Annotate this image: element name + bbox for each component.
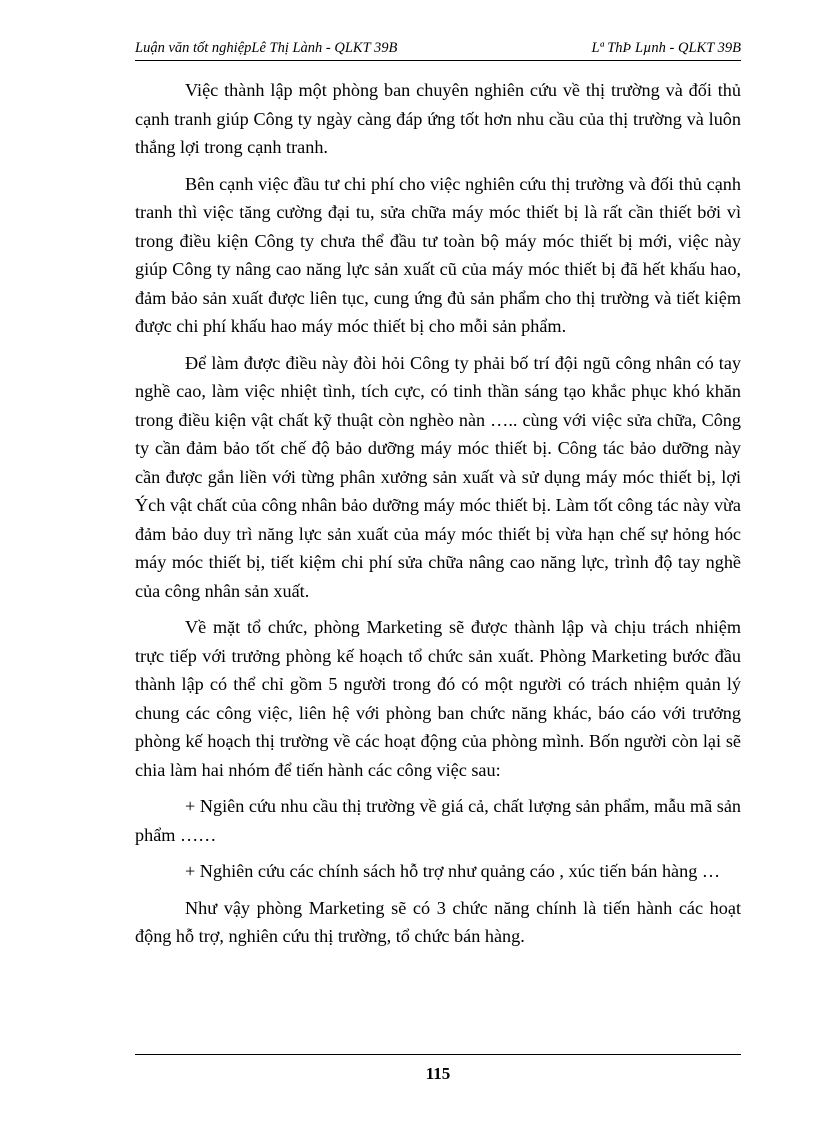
header-left-text: Luận văn tốt nghiệpLê Thị Lành - QLKT 39B: [135, 40, 398, 56]
page-header: [135, 38, 741, 61]
document-body: [135, 76, 741, 959]
footer-divider: [135, 1054, 741, 1055]
paragraph: Để làm được điều này đòi hỏi Công ty phải bố trí đội ngũ công nhân có tay nghề cao, làm việc nhiệt tình, tích cực, có tinh thần sáng tạo khắc phục khó khăn trong điều kiện vật chất kỹ thuật còn nghèo nàn ….. cùng với việc sửa chữa, Công ty cần đảm bảo tốt chế độ bảo dưỡng máy móc thiết bị. Công tác bảo dưỡng này cần được gắn liền với từng phân xưởng sản xuất và sử dụng máy móc thiết bị, lợi Ých vật chất của công nhân bảo dưỡng máy móc thiết bị. Làm tốt công tác này vừa đảm bảo duy trì năng lực sản xuất của máy móc thiết bị vừa hạn chế sự hỏng hóc máy móc thiết bị, tiết kiệm chi phí sửa chữa nâng cao năng lực, trình độ tay nghề của công nhân sản xuất.: [135, 352, 741, 601]
paragraph: Về mặt tổ chức, phòng Marketing sẽ được thành lập và chịu trách nhiệm trực tiếp với trưởng phòng kế hoạch tổ chức sản xuất. Phòng Marketing bước đầu thành lập có thể chỉ gồm 5 người trong đó có một người có trách nhiệm quản lý chung các công việc, liên hệ với phòng ban chức năng khác, báo cáo với trưởng phòng kế hoạch thị trường về các hoạt động của phòng mình. Bốn người còn lại sẽ chia làm hai nhóm để tiến hành các công việc sau:: [135, 617, 741, 780]
paragraph: Bên cạnh việc đầu tư chi phí cho việc nghiên cứu thị trường và đối thủ cạnh tranh thì việc tăng cường đại tu, sửa chữa máy móc thiết bị là rất cần thiết bởi vì trong điều kiện Công ty chưa thể đầu tư toàn bộ máy móc thiết bị mới, việc này giúp Công ty nâng cao năng lực sản xuất cũ của máy móc thiết bị đã hết khấu hao, đảm bảo sản xuất được liên tục, cung ứng đủ sản phẩm cho thị trường và tiết kiệm được chi phí khấu hao máy móc thiết bị cho mỗi sản phẩm.: [135, 173, 741, 336]
page-number: 115: [425, 1064, 451, 1083]
paragraph: Việc thành lập một phòng ban chuyên nghiên cứu về thị trường và đối thủ cạnh tranh giúp Công ty ngày càng đáp ứng tốt hơn nhu cầu của thị trường và luôn thắng lợi trong cạnh tranh.: [135, 80, 741, 157]
paragraph: Như vậy phòng Marketing sẽ có 3 chức năng chính là tiến hành các hoạt động hỗ trợ, nghiên cứu thị trường, tổ chức bán hàng.: [135, 897, 741, 946]
list-item: + Ngiên cứu nhu cầu thị trường về giá cả, chất lượng sản phẩm, mẫu mã sản phẩm ……: [135, 796, 741, 845]
header-right-text: Lª ThÞ Lµnh - QLKT 39B: [591, 40, 741, 56]
list-item: + Nghiên cứu các chính sách hỗ trợ như quảng cáo , xúc tiến bán hàng …: [185, 861, 721, 881]
